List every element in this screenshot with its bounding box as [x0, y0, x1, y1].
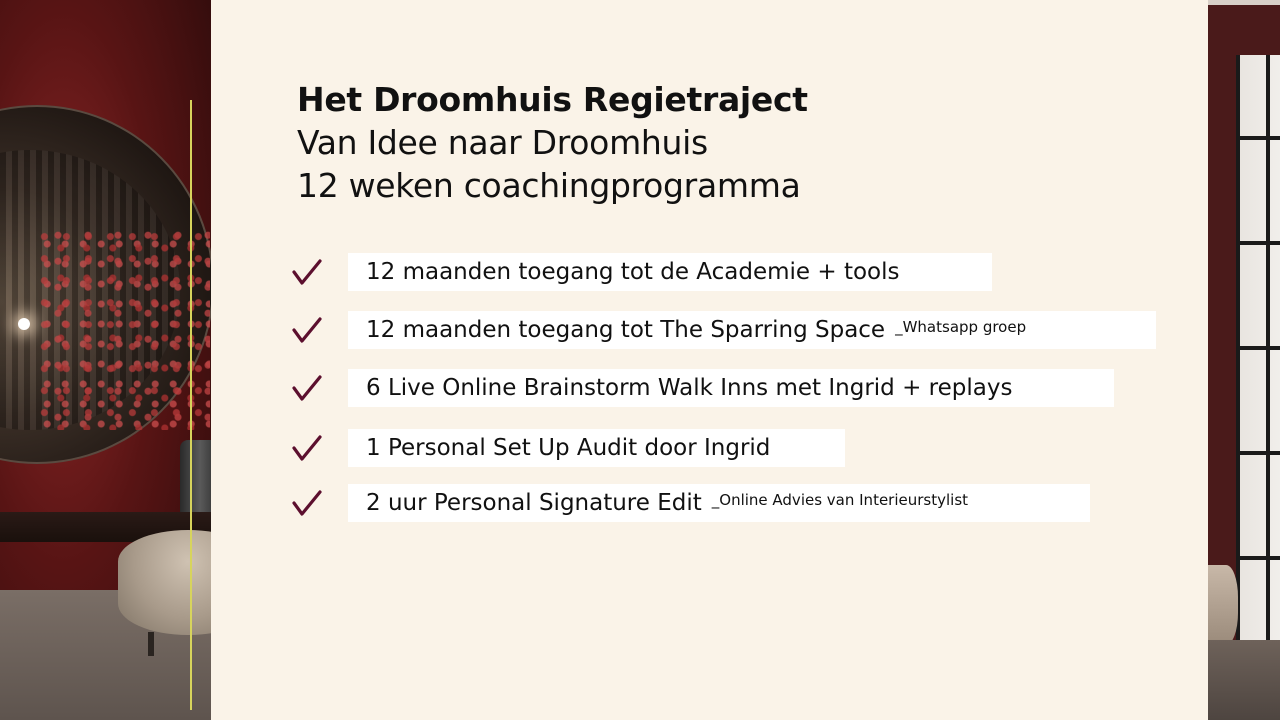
checkmark-icon [290, 371, 324, 405]
vase [180, 440, 211, 515]
feature-text: 12 maanden toegang tot The Sparring Space [366, 317, 886, 343]
ottoman [118, 530, 211, 635]
interior-photo-left [0, 0, 211, 720]
feature-pill [348, 429, 845, 467]
ottoman-leg [148, 632, 154, 656]
feature-pill [348, 253, 992, 291]
interior-photo-right [1208, 0, 1280, 720]
feature-item [290, 310, 1156, 350]
feature-note: _Whatsapp groep [895, 318, 1027, 336]
shoji-window [1236, 55, 1280, 665]
checkmark-icon [290, 313, 324, 347]
accent-line [190, 100, 192, 710]
program-title: Het Droomhuis Regietraject [297, 80, 808, 119]
blossom-branch [40, 230, 210, 430]
feature-note: _Online Advies van Interieurstylist [711, 491, 969, 509]
lamp-light [18, 318, 30, 330]
floor [1208, 640, 1280, 720]
checkmark-icon [290, 255, 324, 289]
feature-text: 1 Personal Set Up Audit door Ingrid [366, 435, 771, 461]
armchair [1208, 565, 1238, 645]
checkmark-icon [290, 431, 324, 465]
feature-pill [348, 484, 1090, 522]
feature-item [290, 483, 1090, 523]
checkmark-icon [290, 486, 324, 520]
feature-text: 12 maanden toegang tot de Academie + tools [366, 259, 900, 285]
heading-block [297, 79, 1177, 207]
program-duration: 12 weken coachingprogramma [297, 166, 801, 205]
feature-item [290, 252, 992, 292]
feature-pill [348, 369, 1114, 407]
feature-text: 2 uur Personal Signature Edit [366, 490, 702, 516]
program-subtitle: Van Idee naar Droomhuis [297, 123, 708, 162]
feature-pill [348, 311, 1156, 349]
feature-item [290, 428, 845, 468]
feature-item [290, 368, 1114, 408]
feature-text: 6 Live Online Brainstorm Walk Inns met Ingrid + replays [366, 375, 1013, 401]
